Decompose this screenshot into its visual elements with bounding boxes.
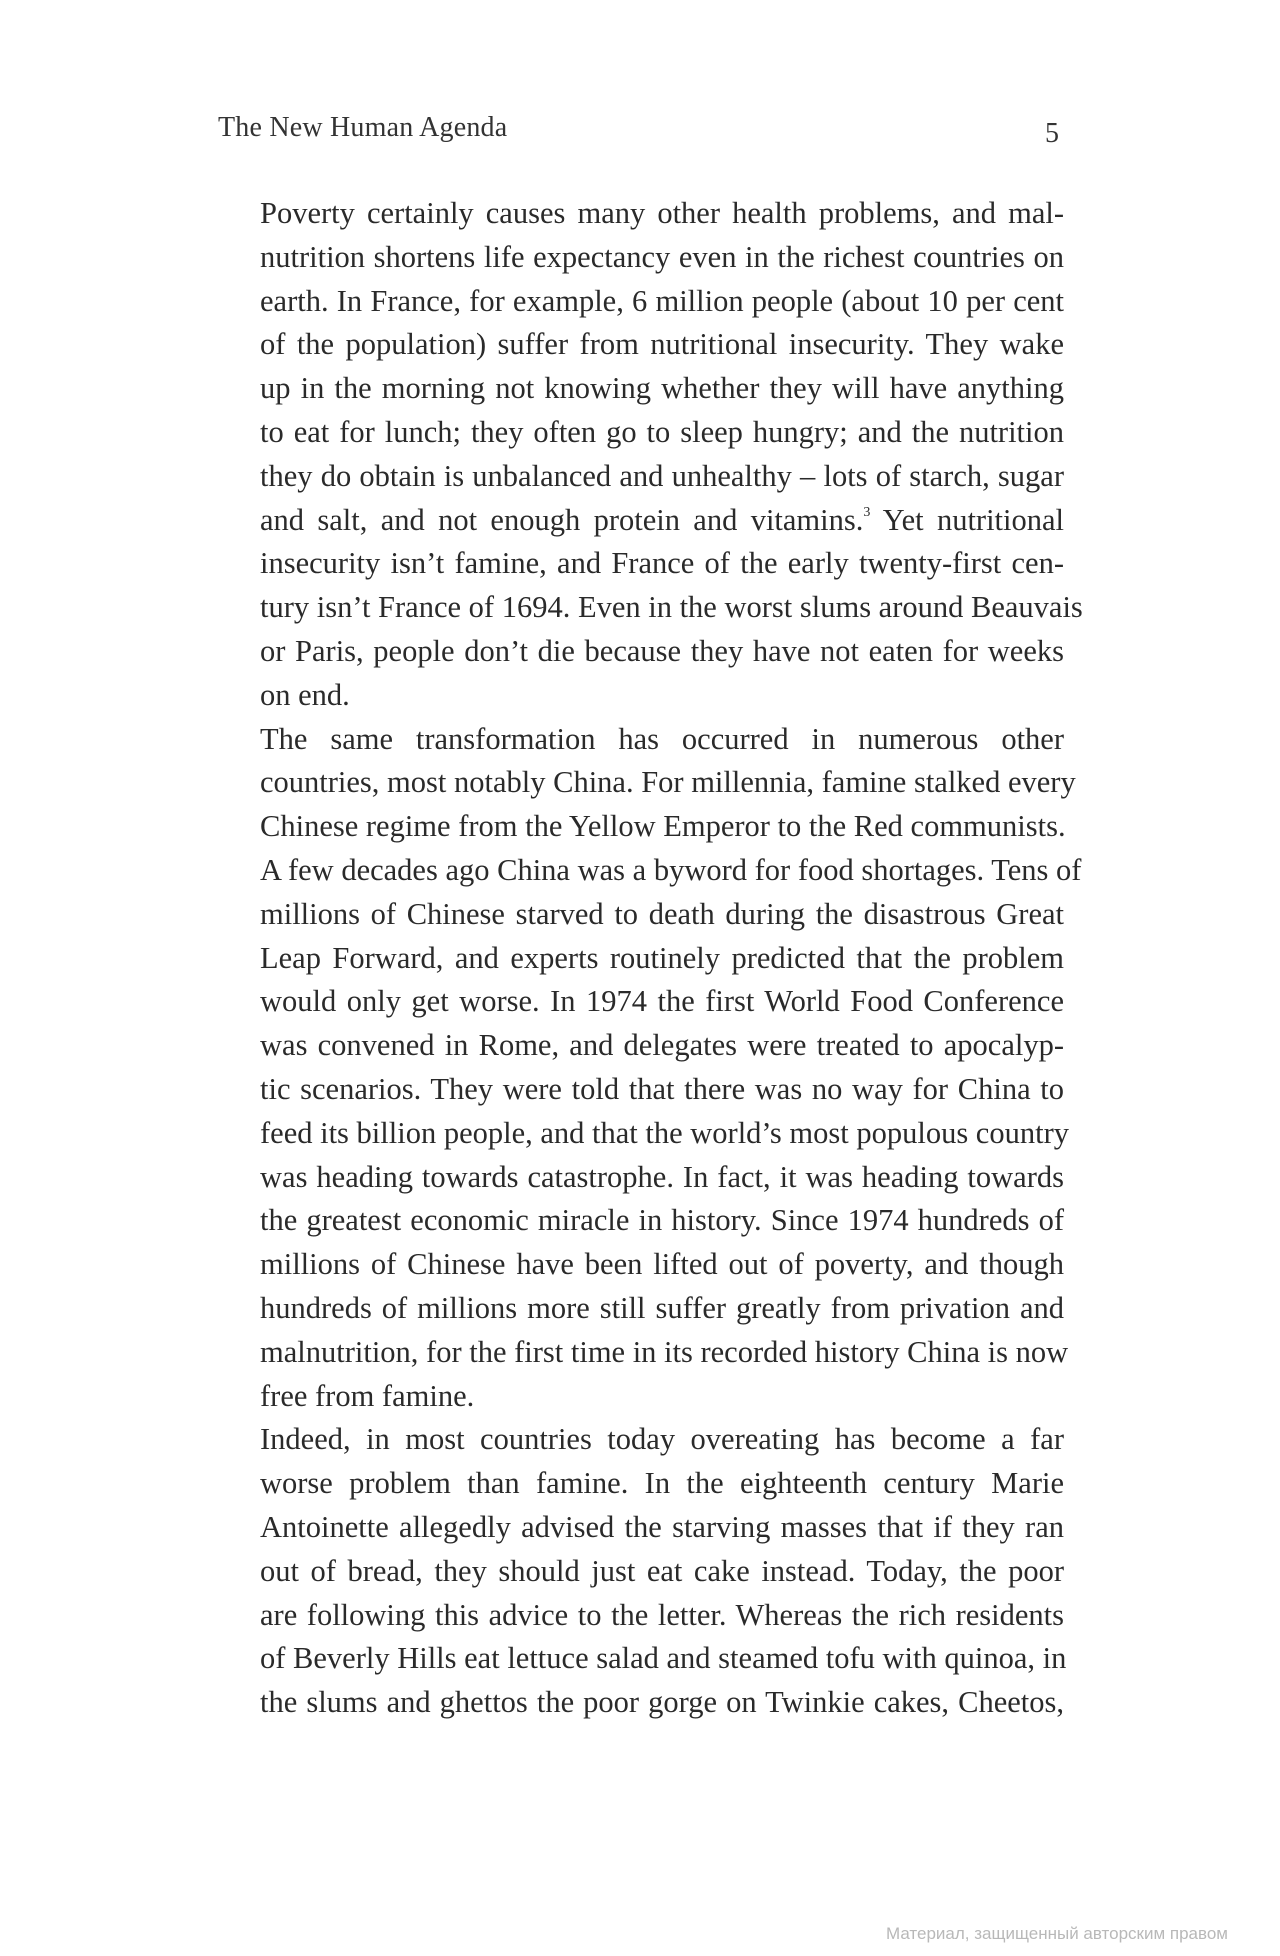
text-line: out of bread, they should just eat cake instead. Today, the poor <box>260 1553 1064 1588</box>
text-line: would only get worse. In 1974 the first World Food Conference <box>260 984 1064 1019</box>
text-line: was heading towards catastrophe. In fact, it was heading towards <box>260 1159 1064 1194</box>
text-line: A few decades ago China was a byword for food shortages. Tens of <box>260 852 1082 887</box>
text-line: hundreds of millions more still suffer greatly from privation and <box>260 1290 1064 1325</box>
text-line: Antoinette allegedly advised the starving masses that if they ran <box>260 1509 1064 1544</box>
text-line: or Paris, people don’t die because they have not eaten for weeks <box>260 633 1064 668</box>
text-line: earth. In France, for example, 6 million people (about 10 per cent <box>260 283 1064 318</box>
text-line: countries, most notably China. For millennia, famine stalked every <box>260 765 1076 800</box>
text-line: up in the morning not knowing whether they will have anything <box>260 371 1064 406</box>
text-line: The same transformation has occurred in numerous other <box>260 721 1064 756</box>
text-line-with-footnote <box>218 499 1064 543</box>
text-line: on end. <box>260 677 350 712</box>
text-line: worse problem than famine. In the eighteenth century Marie <box>260 1466 1064 1501</box>
running-head: The New Human Agenda <box>218 112 508 143</box>
text-line: are following this advice to the letter. Whereas the rich residents <box>260 1597 1064 1632</box>
text-line: insecurity isn’t famine, and France of the early twenty-first cen- <box>260 546 1064 581</box>
footnote-marker[interactable]: 3 <box>863 504 871 520</box>
text-line: to eat for lunch; they often go to sleep hungry; and the nutrition <box>260 414 1064 449</box>
text-line: nutrition shortens life expectancy even in the richest countries on <box>260 239 1064 274</box>
text-line: Chinese regime from the Yellow Emperor to the Red communists. <box>260 809 1066 844</box>
text-line: of the population) suffer from nutritional insecurity. They wake <box>260 327 1064 362</box>
text-line: Leap Forward, and experts routinely predicted that the problem <box>260 940 1064 975</box>
text-line: Poverty certainly causes many other health problems, and mal- <box>260 196 1064 230</box>
paragraph-1 <box>218 192 1083 718</box>
page-number: 5 <box>1045 118 1059 149</box>
text-line: they do obtain is unbalanced and unhealthy – lots of starch, sugar <box>260 458 1064 493</box>
body-text <box>218 192 1083 1725</box>
text-segment: and salt, and not enough protein and vitamins. <box>260 502 864 537</box>
text-line: of Beverly Hills eat lettuce salad and steamed tofu with quinoa, in <box>260 1641 1067 1676</box>
text-line: tury isn’t France of 1694. Even in the worst slums around Beauvais <box>260 590 1083 625</box>
text-line: free from famine. <box>260 1378 475 1413</box>
copyright-watermark: Материал, защищенный авторским правом <box>885 1924 1228 1943</box>
text-line: Indeed, in most countries today overeating has become a far <box>260 1422 1064 1457</box>
paragraph-3 <box>218 1418 1067 1725</box>
text-line: feed its billion people, and that the world’s most populous country <box>260 1115 1069 1150</box>
text-line: millions of Chinese starved to death during the disastrous Great <box>260 896 1064 931</box>
text-line: the slums and ghettos the poor gorge on Twinkie cakes, Cheetos, <box>260 1685 1064 1720</box>
text-line: the greatest economic miracle in history. Since 1974 hundreds of <box>260 1203 1064 1238</box>
text-line: millions of Chinese have been lifted out of poverty, and though <box>260 1247 1064 1282</box>
paragraph-2 <box>218 718 1082 1419</box>
text-line: tic scenarios. They were told that there was no way for China to <box>260 1071 1064 1106</box>
text-line: malnutrition, for the first time in its recorded history China is now <box>260 1334 1069 1369</box>
text-line: was convened in Rome, and delegates were treated to apocalyp- <box>260 1028 1064 1063</box>
text-segment: Yet nutritional <box>870 502 1065 537</box>
